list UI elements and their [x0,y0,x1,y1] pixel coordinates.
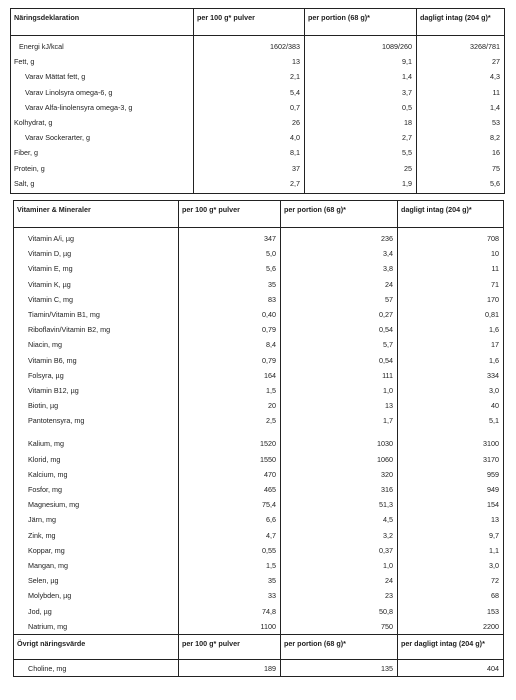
table-header-row [14,635,504,660]
per-100g-value: 2,5 [266,416,276,426]
per-portion-value: 1,7 [383,416,393,426]
per-portion-value: 13 [385,401,393,411]
per-portion-value: 18 [404,117,412,127]
dagligt-intag-value: 708 [487,234,499,243]
per-portion-column [305,36,417,194]
per-100g-value: 5,0 [266,249,276,259]
row-label: Biotin, µg [28,401,59,411]
dagligt-intag-value: 1,6 [489,325,499,335]
per-100g-value: 1602/383 [270,42,300,51]
row-label: Riboflavin/Vitamin B2, mg [28,325,111,335]
per-100g-value: 0,79 [262,325,276,335]
per-100g-value: 465 [264,485,276,494]
per-portion-value: 5,5 [402,148,412,158]
dagligt-intag-value: 40 [491,401,499,411]
per-portion-value: 5,7 [383,340,393,350]
dagligt-intag-value: 10 [491,249,499,259]
dagligt-intag-value: 2200 [483,621,499,631]
dagligt-intag-value: 5,6 [490,178,500,188]
dagligt-intag-value: 959 [487,469,499,479]
header-per-portion: per portion (68 g)* [281,201,398,228]
per-portion-value: 1,0 [383,385,393,395]
dagligt-intag-value: 17 [491,340,499,350]
per-100g-value: 470 [264,469,276,479]
per-portion-value: 23 [385,591,393,601]
per-100g-value: 1520 [260,439,276,449]
per-portion-value: 0,5 [402,102,412,112]
dagligt-intag-value: 68 [491,591,499,601]
dagligt-intag-value: 75 [492,163,500,173]
row-label: Choline, mg [28,664,67,673]
per-100g-value: 347 [264,234,276,243]
dagligt-intag-value: 11 [492,87,500,97]
row-label: Energi kJ/kcal [19,42,64,51]
per-portion-value: 24 [385,279,393,289]
per-portion-value: 316 [381,485,393,494]
per-portion-value: 135 [381,664,393,673]
per-portion-value: 0,54 [379,355,393,365]
per-portion-value: 1089/260 [382,42,412,51]
per-100g-value: 35 [268,279,276,289]
row-label: Koppar, mg [28,545,65,555]
per-portion-value: 25 [404,163,412,173]
per-100g-value: 0,79 [262,355,276,365]
dagligt-intag-value: 0,81 [485,309,499,319]
row-label: Fosfor, mg [28,485,62,494]
header-dagligt-intag: dagligt intag (204 g)* [417,9,505,36]
row-label: Magnesium, mg [28,500,80,510]
dagligt-intag-value: 170 [487,294,499,304]
header-per-100g: per 100 g* pulver [179,201,281,228]
per-100g-value: 2,7 [290,178,300,188]
dagligt-intag-value: 404 [487,664,499,673]
per-100g-value: 5,4 [290,87,300,97]
per-100g-value: 74,8 [262,606,276,616]
label-column [11,36,194,194]
per-portion-value: 1030 [377,439,393,449]
per-portion-value: 3,8 [383,264,393,274]
per-100g-column [179,228,281,635]
dagligt-intag-value: 4,3 [490,72,500,82]
per-portion-value: 3,7 [402,87,412,97]
header-per-100g: per 100 g* pulver [179,635,281,660]
dagligt-intag-value: 9,7 [489,530,499,540]
dagligt-intag-value: 71 [491,279,499,289]
per-portion-value: 2,7 [402,133,412,143]
header-naringsdeklaration: Näringsdeklaration [11,9,194,36]
per-portion-value: 9,1 [402,57,412,67]
row-label: Klorid, mg [28,454,61,464]
header-dagligt-intag: dagligt intag (204 g)* [398,201,504,228]
per-portion-column [281,660,398,677]
row-label: Vitamin K, µg [28,279,71,289]
row-label: Järn, mg [28,515,56,525]
row-label: Protein, g [14,163,45,173]
row-label: Varav Mättat fett, g [25,72,86,82]
dagligt-intag-value: 3,0 [489,385,499,395]
per-100g-value: 35 [268,576,276,586]
header-per-portion: per portion (68 g)* [281,635,398,660]
per-portion-value: 51,3 [379,500,393,510]
per-portion-value: 236 [381,234,393,243]
row-label: Tiamin/Vitamin B1, mg [28,309,100,319]
label-column [14,660,179,677]
header-ovrigt-naringsvarde: Övrigt näringsvärde [14,635,179,660]
naringsdeklaration-table [10,8,505,194]
dagligt-intag-value: 154 [487,500,499,510]
per-portion-value: 1,4 [402,72,412,82]
row-label: Mangan, mg [28,560,68,570]
table-body-row [14,660,504,677]
table-header-row [11,9,505,36]
dagligt-intag-value: 1,6 [489,355,499,365]
row-label: Vitamin D, µg [28,249,72,259]
per-100g-value: 189 [264,664,276,673]
row-label: Molybden, µg [28,591,72,601]
per-100g-column [194,36,305,194]
row-label: Natrium, mg [28,621,68,631]
row-label: Kolhydrat, g [14,117,53,127]
per-portion-value: 3,4 [383,249,393,259]
row-label: Vitamin C, mg [28,294,74,304]
row-label: Varav Sockerarter, g [25,133,90,143]
group-spacer [398,428,503,436]
per-100g-value: 0,40 [262,309,276,319]
per-portion-value: 24 [385,576,393,586]
per-100g-value: 83 [268,294,276,304]
per-100g-value: 26 [292,117,300,127]
dagligt-intag-value: 1,1 [489,545,499,555]
row-label: Kalcium, mg [28,469,68,479]
row-label: Vitamin B6, mg [28,355,77,365]
row-label: Salt, g [14,178,35,188]
header-vitaminer-mineraler: Vitaminer & Mineraler [14,201,179,228]
per-portion-value: 0,37 [379,545,393,555]
per-100g-value: 20 [268,401,276,411]
row-label: Niacin, mg [28,340,62,350]
per-100g-value: 1,5 [266,560,276,570]
per-portion-column [281,228,398,635]
per-100g-value: 33 [268,591,276,601]
per-portion-value: 3,2 [383,530,393,540]
dagligt-intag-column [417,36,505,194]
group-spacer [179,428,280,436]
per-100g-value: 1,5 [266,385,276,395]
table-body-row [14,228,504,635]
dagligt-intag-column [398,660,504,677]
dagligt-intag-value: 949 [487,485,499,494]
per-100g-value: 13 [292,57,300,67]
dagligt-intag-value: 334 [487,370,499,380]
per-100g-value: 164 [264,370,276,380]
row-label: Fett, g [14,57,35,67]
per-100g-value: 1550 [260,454,276,464]
row-label: Folsyra, µg [28,370,64,380]
group-spacer [14,428,178,436]
per-portion-value: 111 [382,370,393,380]
group-spacer [281,428,397,436]
dagligt-intag-value: 3268/781 [470,42,500,51]
header-per-dagligt-intag: per dagligt intag (204 g)* [398,635,504,660]
dagligt-intag-value: 16 [492,148,500,158]
dagligt-intag-value: 11 [491,264,499,274]
dagligt-intag-value: 3100 [483,439,499,449]
dagligt-intag-value: 72 [491,576,499,586]
row-label: Vitamin A/i, µg [28,234,74,243]
per-portion-value: 50,8 [379,606,393,616]
per-100g-value: 4,7 [266,530,276,540]
row-label: Jod, µg [28,606,52,616]
per-portion-value: 0,54 [379,325,393,335]
per-portion-value: 1060 [377,454,393,464]
per-100g-column [179,660,281,677]
row-label: Zink, mg [28,530,56,540]
per-portion-value: 320 [381,469,393,479]
per-100g-value: 8,4 [266,340,276,350]
per-portion-value: 1,9 [402,178,412,188]
header-per-portion: per portion (68 g)* [305,9,417,36]
row-label: Varav Linolsyra omega-6, g [25,87,113,97]
row-label: Kalium, mg [28,439,64,449]
per-100g-value: 1100 [260,621,276,631]
row-label: Selen, µg [28,576,59,586]
header-per-100g: per 100 g* pulver [194,9,305,36]
row-label: Vitamin E, mg [28,264,73,274]
per-100g-value: 6,6 [266,515,276,525]
table-body-row [11,36,505,194]
dagligt-intag-value: 8,2 [490,133,500,143]
row-label: Pantotensyra, mg [28,416,85,426]
per-portion-value: 1,0 [383,560,393,570]
per-portion-value: 0,27 [379,309,393,319]
per-100g-value: 4,0 [290,133,300,143]
row-label: Vitamin B12, µg [28,385,79,395]
per-100g-value: 0,55 [262,545,276,555]
per-100g-value: 75,4 [262,500,276,510]
per-100g-value: 5,6 [266,264,276,274]
table-header-row [14,201,504,228]
per-portion-value: 57 [385,294,393,304]
dagligt-intag-value: 13 [491,515,499,525]
per-100g-value: 0,7 [290,102,300,112]
dagligt-intag-column [398,228,504,635]
per-100g-value: 2,1 [290,72,300,82]
label-column [14,228,179,635]
per-portion-value: 4,5 [383,515,393,525]
dagligt-intag-value: 153 [487,606,499,616]
dagligt-intag-value: 5,1 [489,416,499,426]
vitaminer-mineraler-table [13,200,504,635]
dagligt-intag-value: 27 [492,57,500,67]
ovrigt-naringsvarde-table [13,634,504,677]
per-100g-value: 37 [292,163,300,173]
dagligt-intag-value: 1,4 [490,102,500,112]
row-label: Varav Alfa-linolensyra omega-3, g [25,102,133,112]
per-100g-value: 8,1 [290,148,300,158]
dagligt-intag-value: 53 [492,117,500,127]
row-label: Fiber, g [14,148,38,158]
per-portion-value: 750 [381,621,393,631]
dagligt-intag-value: 3,0 [489,560,499,570]
dagligt-intag-value: 3170 [483,454,499,464]
